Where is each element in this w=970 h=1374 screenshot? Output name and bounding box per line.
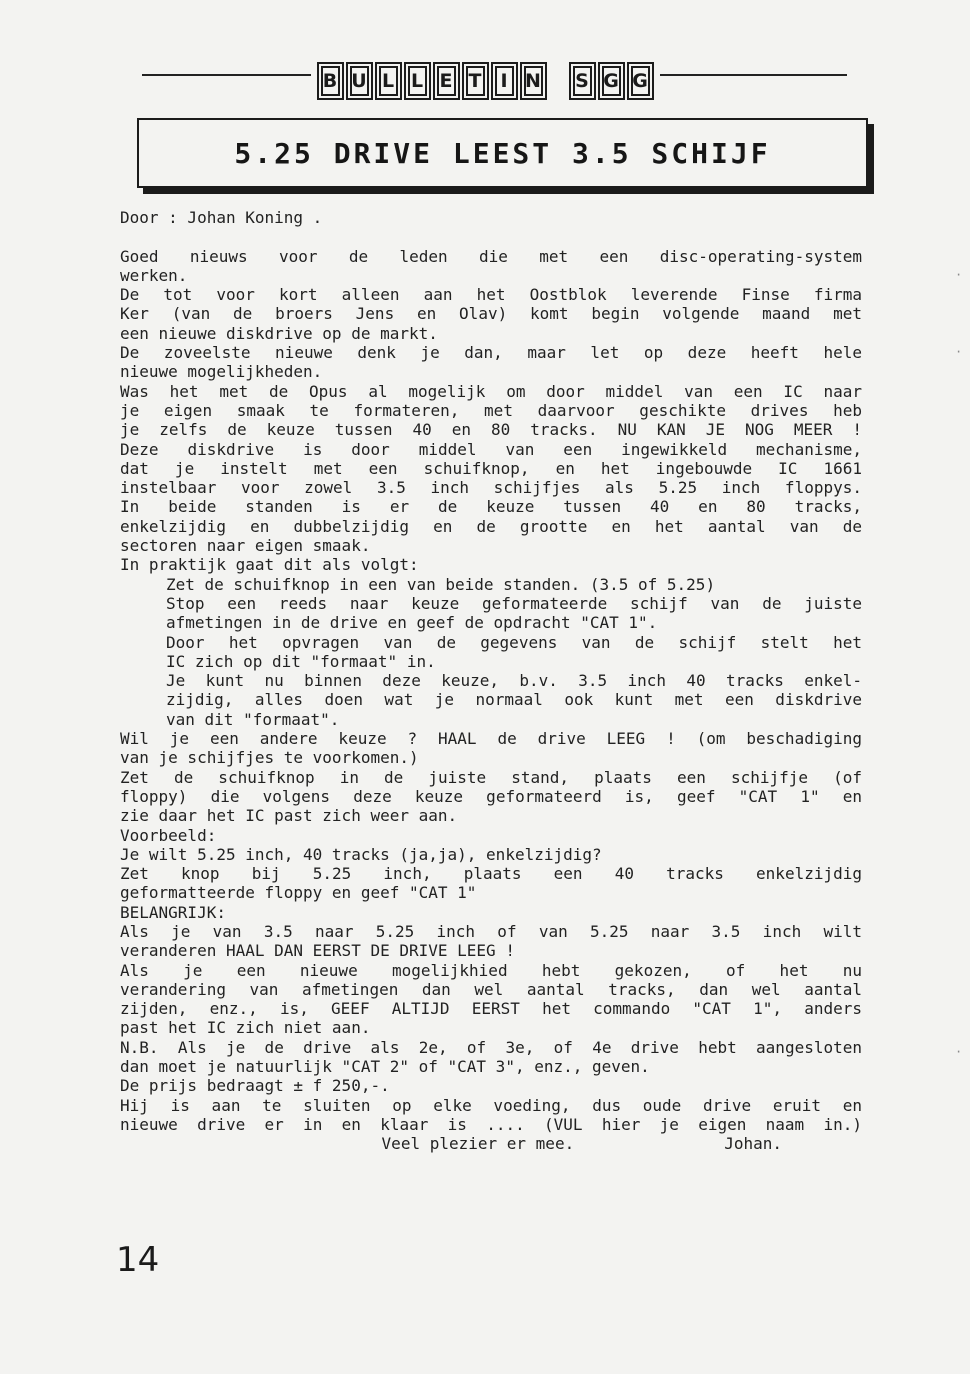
text-line: Door het opvragen van de gegevens van de schijf stelt het — [166, 632, 862, 652]
text-line: dan moet je natuurlijk "CAT 2" of "CAT 3", enz., geven. — [120, 1057, 650, 1077]
masthead-letter: L — [375, 62, 402, 100]
spacer — [120, 227, 862, 246]
masthead-letter: T — [462, 62, 489, 100]
masthead-letter: L — [404, 62, 431, 100]
masthead — [0, 62, 970, 100]
text-line: je eigen smaak te formateren, met daarvoor geschikte drives heb — [120, 400, 862, 420]
text-line: veranderen HAAL DAN EERST DE DRIVE LEEG ! — [120, 941, 515, 961]
text-line: sectoren naar eigen smaak. — [120, 536, 371, 556]
text-line: Als je van 3.5 naar 5.25 inch of van 5.25 naar 3.5 inch wilt — [120, 921, 862, 941]
masthead-letter: G — [627, 62, 654, 100]
text-line: Was het met de Opus al mogelijk om door middel van een IC naar — [120, 381, 862, 401]
masthead-word — [569, 62, 654, 100]
article-paragraphs — [120, 247, 862, 1135]
text-line: floppy) die volgens deze keuze geformateerd is, geef "CAT 1" en — [120, 786, 862, 806]
article-headline: 5.25 DRIVE LEEST 3.5 SCHIJF — [234, 136, 771, 170]
masthead-letter: I — [491, 62, 518, 100]
masthead-logo — [311, 62, 660, 100]
signoff-name: Johan. — [724, 1134, 782, 1154]
text-line: De prijs bedraagt ± f 250,-. — [120, 1076, 390, 1096]
text-line: afmetingen in de drive en geef de opdracht "CAT 1". — [166, 613, 658, 633]
signoff-greeting: Veel plezier er mee. — [381, 1134, 575, 1154]
text-line: Zet de schuifknop in een van beide standen. (3.5 of 5.25) — [166, 574, 716, 594]
masthead-word — [317, 62, 547, 100]
page-number: 14 — [116, 1240, 160, 1280]
text-line: Je kunt nu binnen deze keuze, b.v. 3.5 inch 40 tracks enkel- — [166, 671, 862, 691]
text-line: De tot voor kort alleen aan het Oostblok leverende Finse firma — [120, 285, 862, 305]
text-line: nieuwe mogelijkheden. — [120, 362, 323, 382]
text-line: In praktijk gaat dit als volgt: — [120, 555, 419, 575]
text-line: zijdig, alles doen wat je normaal ook kunt met een diskdrive — [166, 690, 862, 710]
text-line: verandering van afmetingen dan wel aantal tracks, dan wel aantal — [120, 979, 862, 999]
text-line: Voorbeeld: — [120, 825, 217, 845]
signoff — [120, 1134, 862, 1153]
text-line: In beide standen is er de keuze tussen 40 en 80 tracks, — [120, 497, 862, 517]
masthead-letter: N — [520, 62, 547, 100]
text-line: Zet de schuifknop in de juiste stand, plaats een schijfje (of — [120, 767, 862, 787]
text-line: IC zich op dit "formaat" in. — [166, 651, 436, 671]
text-line: Zet knop bij 5.25 inch, plaats een 40 tracks enkelzijdig — [120, 864, 862, 884]
text-line: Wil je een andere keuze ? HAAL de drive LEEG ! (om beschadiging — [120, 729, 862, 749]
text-line: Deze diskdrive is door middel van een ingewikkeld mechanisme, — [120, 439, 862, 459]
text-line: Als je een nieuwe mogelijkhied hebt gekozen, of het nu — [120, 960, 862, 980]
text-line: N.B. Als je de drive als 2e, of 3e, of 4e drive hebt aangesloten — [120, 1037, 862, 1057]
text-line: Je wilt 5.25 inch, 40 tracks (ja,ja), enkelzijdig? — [120, 844, 602, 864]
text-line: Hij is aan te sluiten op elke voeding, dus oude drive eruit en — [120, 1095, 862, 1115]
text-line: van je schijfjes te voorkomen.) — [120, 748, 419, 768]
text-line: een nieuwe diskdrive op de markt. — [120, 323, 438, 343]
masthead-letter: B — [317, 62, 344, 100]
text-line: instelbaar voor zowel 3.5 inch schijfjes als 5.25 inch floppys. — [120, 478, 862, 498]
text-line: past het IC zich niet aan. — [120, 1018, 371, 1038]
text-line: enkelzijdig en dubbelzijdig en de grootte en het aantal van de — [120, 516, 862, 536]
text-line: De zoveelste nieuwe denk je dan, maar let op deze heeft hele — [120, 343, 862, 363]
masthead-letter: S — [569, 62, 596, 100]
margin-mark: · — [955, 268, 963, 282]
text-line: zijden, enz., is, GEEF ALTIJD EERST het commando "CAT 1", anders — [120, 999, 862, 1019]
headline-box — [137, 118, 868, 188]
text-line: je zelfs de keuze tussen 40 en 80 tracks. NU KAN JE NOG MEER ! — [120, 420, 862, 440]
text-line: zie daar het IC past zich weer aan. — [120, 806, 458, 826]
text-line: Ker (van de broers Jens en Olav) komt begin volgende maand met — [120, 304, 862, 324]
text-line: van dit "formaat". — [166, 709, 340, 729]
text-line: geformatteerde floppy en geef "CAT 1" — [120, 883, 477, 903]
masthead-letter: E — [433, 62, 460, 100]
text-line: BELANGRIJK: — [120, 902, 226, 922]
article-body — [120, 208, 862, 1154]
masthead-letter: U — [346, 62, 373, 100]
text-line: dat je instelt met een schuifknop, en het ingebouwde IC 1661 — [120, 458, 862, 478]
text-line: nieuwe drive er in en klaar is .... (VUL hier je eigen naam in.) — [120, 1114, 862, 1134]
article-author: Door : Johan Koning . — [120, 208, 323, 227]
text-line: Goed nieuws voor de leden die met een disc-operating-system — [120, 246, 862, 266]
margin-mark: · — [955, 1045, 963, 1059]
masthead-letter: G — [598, 62, 625, 100]
margin-mark: · — [955, 345, 963, 359]
text-line: werken. — [120, 265, 188, 285]
text-line: Stop een reeds naar keuze geformateerde schijf van de juiste — [166, 593, 862, 613]
